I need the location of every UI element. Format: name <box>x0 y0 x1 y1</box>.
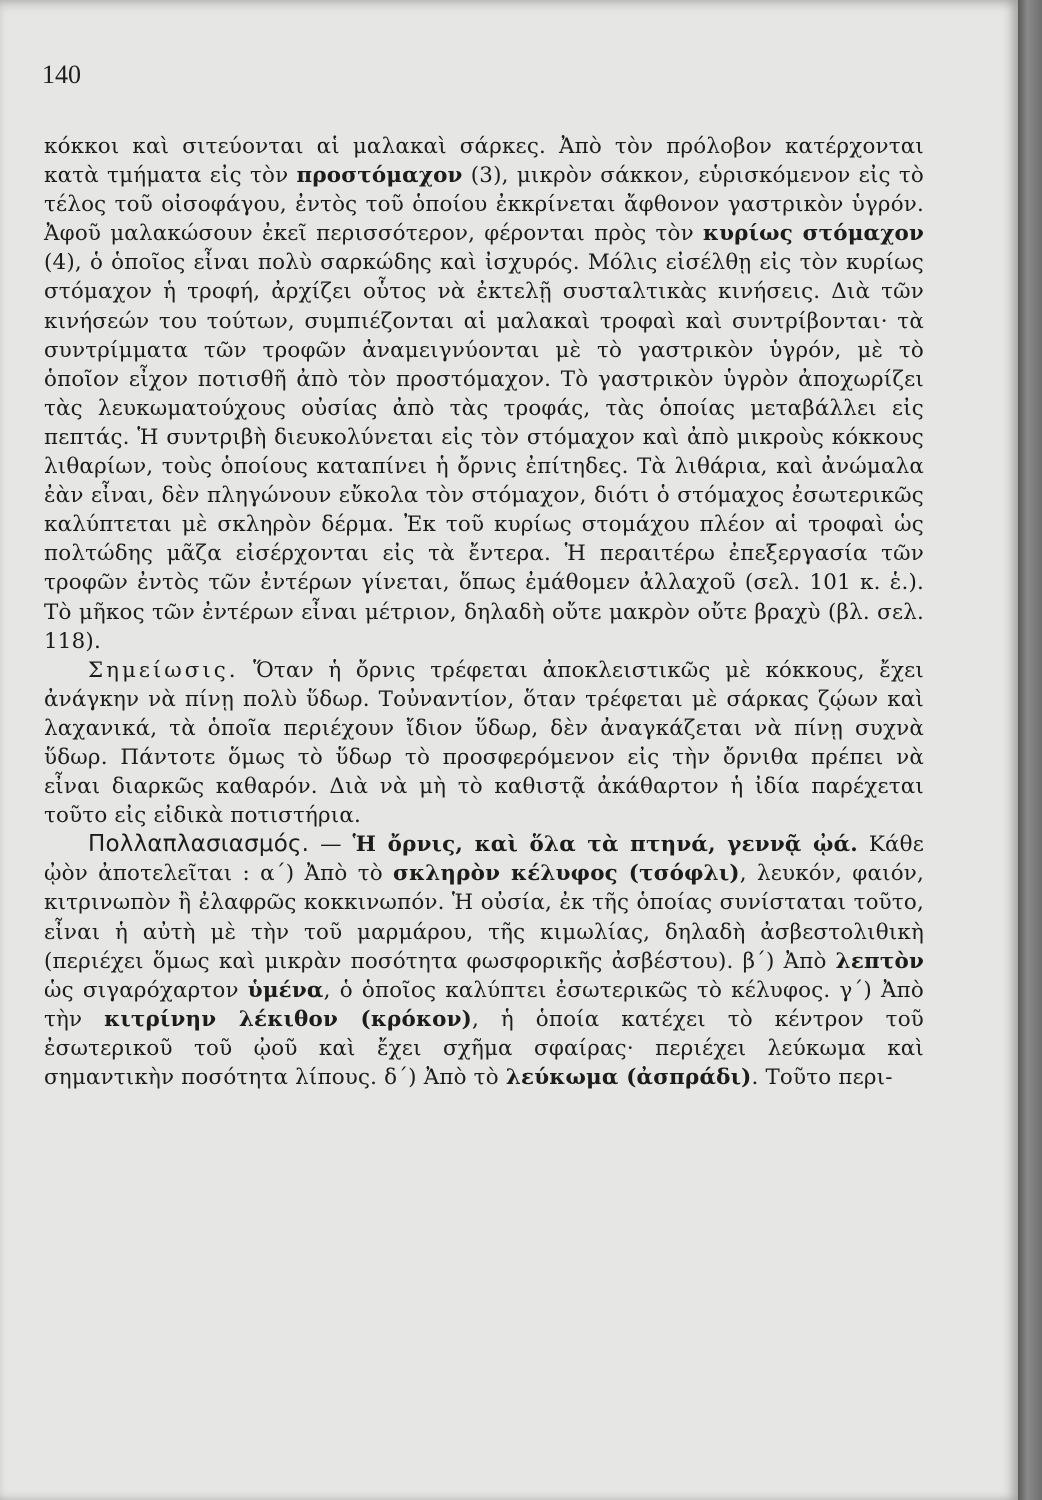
section-heading: Πολλαπλασιασμός. <box>88 831 310 858</box>
page-edge-shadow <box>1018 0 1042 1500</box>
term-stomach: κυρίως στόμαχον <box>702 221 924 247</box>
text-span: κόκκοι καὶ σιτεύονται αἱ μαλακαὶ σάρκες. Ἀπὸ τὸν πρόλοβον κατέρχονται κατὰ τμήματα εἰς τὸν <box>44 134 924 189</box>
term-albumen: λεύκωμα (ἀσπράδι) <box>505 1065 752 1090</box>
term-thin: λεπτὸν <box>835 948 924 974</box>
paragraph-digestion <box>44 132 924 656</box>
text-span: Ὅταν ἡ ὄρνις τρέφεται ἀποκλειστικῶς μὲ κόκκους, ἔχει ἀνάγκην νὰ πίνῃ πολὺ ὕδωρ. Τοὐναντίον, ὅταν τρέφεται μὲ σάρκας ζῴων καὶ λαχανικά, τὰ ὁποῖα περιέχουν ἴδιον ὕδωρ, δὲν ἀναγκάζεται νὰ πίνῃ συχνὰ ὕδωρ. Πάντοτε ὅμως τὸ ὕδωρ τὸ προσφερόμενον εἰς τὴν ὄρνιθα πρέπει νὰ εἶναι διαρκῶς καθαρόν. Διὰ νὰ μὴ τὸ καθιστᾷ ἀκάθαρτον ἡ ἰδία παρέχεται τοῦτο εἰς εἰδικὰ ποτιστήρια. <box>44 657 924 829</box>
note-label: Σημείωσις. <box>88 657 239 683</box>
page-number: 140 <box>42 60 81 89</box>
text-span: Κάθε ᾠὸν ἀποτελεῖται : α΄) Ἀπὸ τὸ <box>44 832 925 887</box>
text-span: , ἡ ὁποία κατέχει τὸ κέντρον τοῦ ἐσωτερικοῦ τοῦ ᾠοῦ καὶ ἔχει σχῆμα σφαίρας· περιέχει λεύκωμα καὶ σημαντικὴν ποσότητα λίπους. δ΄) Ἀπὸ τὸ <box>44 1006 924 1090</box>
text-span: . Τοῦτο περι- <box>751 1065 893 1090</box>
paragraph-note <box>44 656 924 831</box>
text-span: ὡς σιγαρόχαρτον <box>44 977 248 1003</box>
dash: — <box>309 832 353 858</box>
term-yolk: κιτρίνην λέκιθον (κρόκον) <box>104 1006 473 1032</box>
text-span: (3), μικρὸν σάκκον, εὑρισκόμενον εἰς τὸ τέλος τοῦ οἰσοφάγου, ἐντὸς τοῦ ὁποίου ἐκκρίνεται ἄφθονον γαστρικὸν ὑγρόν. Ἀφοῦ μαλακώσουν ἐκεῖ περισσότερον, φέρονται πρὸς τὸν <box>44 163 925 247</box>
text-span: , ὁ ὁποῖος καλύπτει ἐσωτερικῶς τὸ κέλυφος. γ΄) Ἀπὸ τὴν <box>44 977 924 1032</box>
term-proventriculus: προστόμαχον <box>296 163 463 189</box>
text-span: , λευκόν, φαιόν, κιτρινωπὸν ἢ ἐλαφρῶς κοκκινωπόν. Ἡ οὐσία, ἐκ τῆς ὁποίας συνίσταται τοῦτο, εἶναι ἡ αὐτὴ μὲ τὴν τοῦ μαρμάρου, τῆς κιμωλίας, δηλαδὴ ἀσβεστολιθικὴ (περιέχει ὅμως καὶ μικρὰν ποσότητα φωσφορικῆς ἀσβέστου). β΄) Ἀπὸ <box>44 861 924 974</box>
text-span: (4), ὁ ὁποῖος εἶναι πολὺ σαρκώδης καὶ ἰσχυρός. Μόλις εἰσέλθῃ εἰς τὸν κυρίως στόμαχον ἡ τροφή, ἀρχίζει οὗτος νὰ ἐκτελῇ συσταλτικὰς κινήσεις. Διὰ τῶν κινήσεών του τούτων, συμπιέζονται αἱ μαλακαὶ τροφαὶ καὶ συντρίβονται· τὰ συντρίμματα τῶν τροφῶν ἀναμειγνύονται μὲ τὸ γαστρικὸν ὑγρόν, μὲ τὸ ὁποῖον εἶχον ποτισθῆ ἀπὸ τὸν προστόμαχον. Τὸ γαστρικὸν ὑγρὸν ἀποχωρίζει τὰς λευκωματούχους οὐσίας ἀπὸ τὰς τροφάς, τὰς ὁποίας μεταβάλλει εἰς πεπτάς. Ἡ συντριβὴ διευκολύνεται εἰς τὸν στόμαχον καὶ ἀπὸ μικροὺς κόκκους λιθαρίων, τοὺς ὁποίους καταπίνει ἡ ὄρνις ἐπίτηδες. Τὰ λιθάρια, καὶ ἀνώμαλα ἐὰν εἶναι, δὲν πληγώνουν εὔκολα τὸν στόμαχον, διότι ὁ στόμαχος ἐσωτερικῶς καλύπτεται μὲ σκληρὸν δέρμα. Ἐκ τοῦ κυρίως στομάχου πλέον αἱ τροφαὶ ὡς πολτώδης μᾶζα εἰσέρχονται εἰς τὰ ἔντερα. Ἡ περαιτέρω ἐπεξεργασία τῶν τροφῶν ἐντὸς τῶν ἐντέρων γίνεται, ὅπως ἐμάθομεν ἀλλαχοῦ (σελ. 101 κ. ἑ.). Τὸ μῆκος τῶν ἐντέρων εἶναι μέτριον, δηλαδὴ οὔτε μακρὸν οὔτε βραχὺ (βλ. σελ. 118). <box>44 250 924 654</box>
term-eggs: Ἡ ὄρνις, καὶ ὅλα τὰ πτηνά, γεννᾷ ᾠά. <box>352 832 858 858</box>
body-text <box>44 132 924 1092</box>
term-membrane: ὑμένα <box>247 977 324 1003</box>
term-shell: σκληρὸν κέλυφος (τσόφλι) <box>393 861 740 887</box>
paragraph-reproduction <box>44 830 924 1092</box>
